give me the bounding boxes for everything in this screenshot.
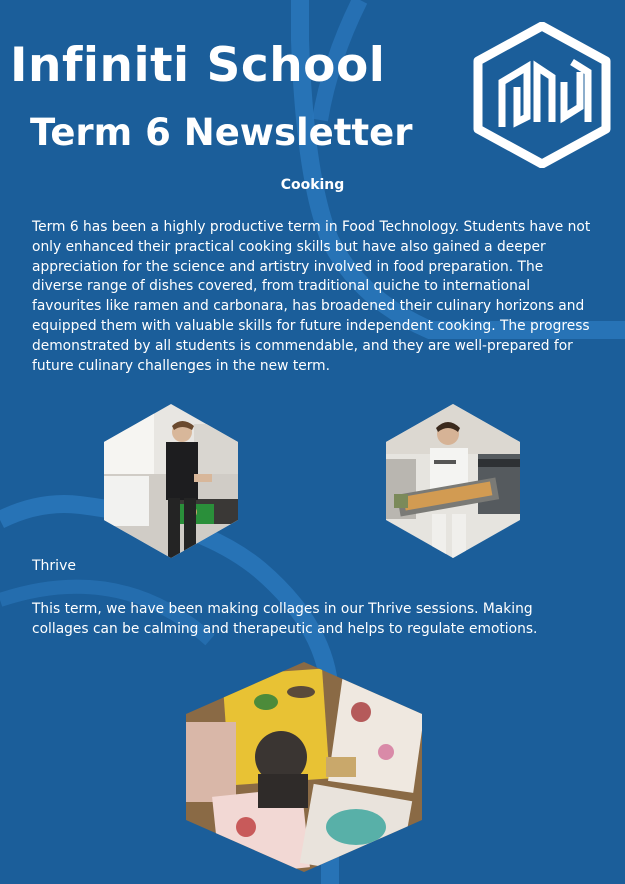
thrive-heading: Thrive bbox=[32, 558, 76, 574]
newsletter-title: Term 6 Newsletter bbox=[30, 111, 413, 154]
cooking-paragraph: Term 6 has been a highly productive term in Food Technology. Students have not only enhanced their practical cooking skills but have also gained a deeper appreciation for the science and artistry involved in food preparation. The diverse range of dishes covered, from traditional quiche to international favourites like ramen and carbonara, has broadened their culinary horizons and equipped them with valuable skills for future independent cooking. The progress demonstrated by all students is commendable, and they are well-prepared for future culinary challenges in the new term. bbox=[32, 219, 591, 374]
collage-photo bbox=[186, 662, 422, 872]
school-title: Infiniti School bbox=[10, 38, 386, 93]
cooking-photo-2 bbox=[386, 404, 520, 558]
cooking-heading: Cooking bbox=[280, 177, 345, 193]
infiniti-hexagon-logo-icon bbox=[472, 22, 612, 168]
cooking-photo-1 bbox=[104, 404, 238, 558]
thrive-paragraph: This term, we have been making collages in our Thrive sessions. Making collages can be calming and therapeutic and helps to regulate emotions. bbox=[32, 601, 538, 637]
